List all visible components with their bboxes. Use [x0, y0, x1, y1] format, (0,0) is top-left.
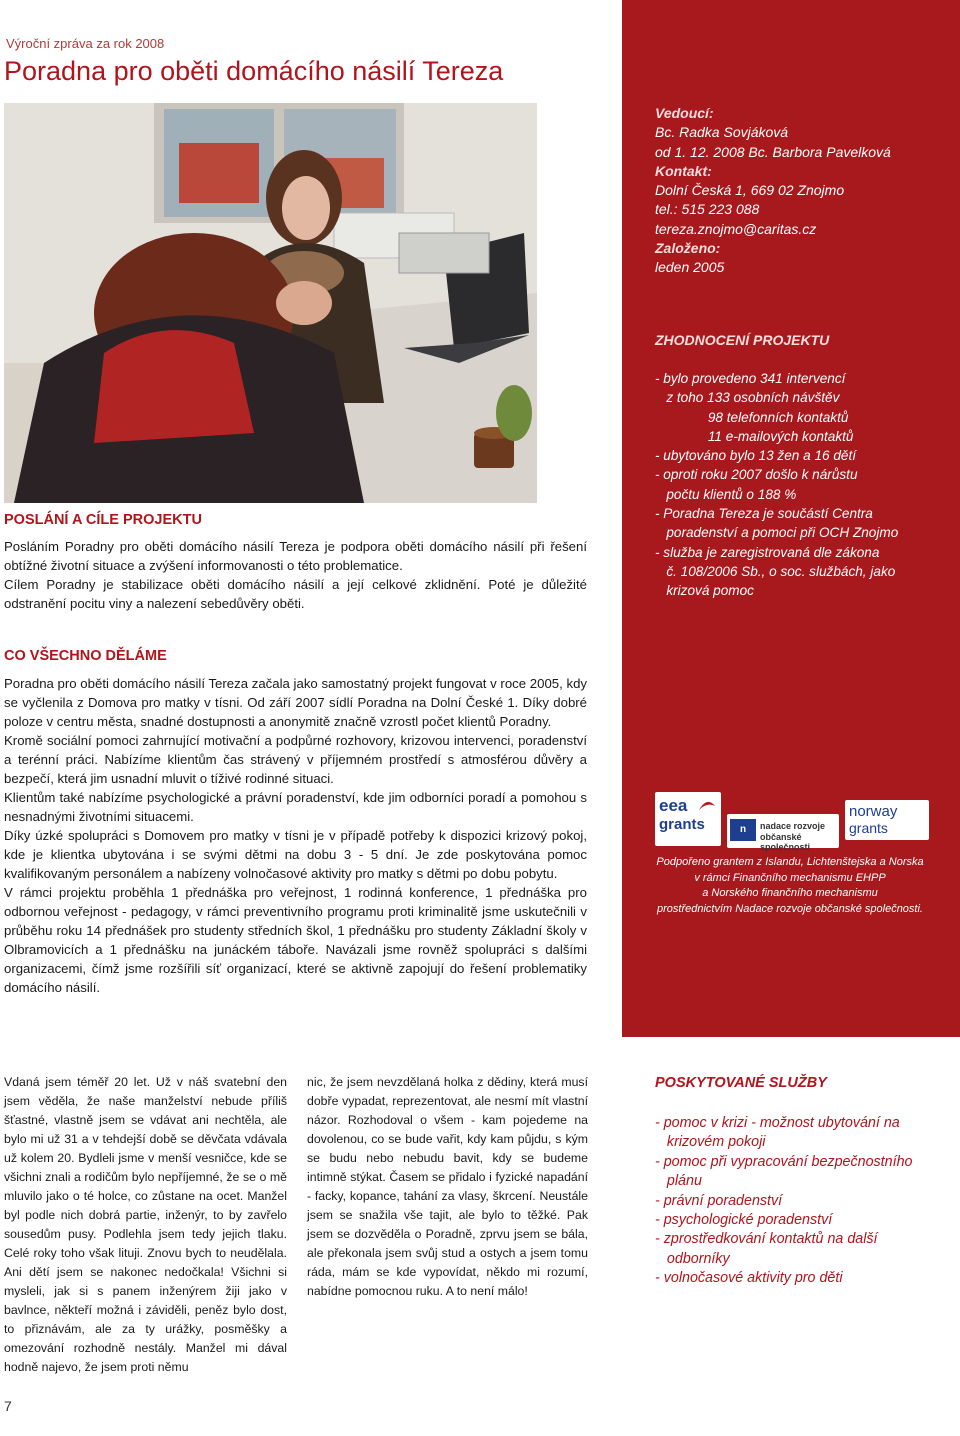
- sponsor-logos: [655, 792, 935, 852]
- office-photo-icon: [4, 103, 537, 503]
- activities-paragraph-2: Kromě sociální pomoci zahrnující motivační a podpůrné rozhovory, krizovou intervenci, poradenství a terénní práci. Nabízíme klientům čas strávený v příjemném prostředí s atmosférou důvěry a bezpečí, která jim usnadní mluvit o tíživé rodinné situaci.: [4, 733, 587, 786]
- mission-text: [4, 537, 587, 613]
- nros-logo: n nadace rozvoje občanské společnosti: [727, 814, 839, 848]
- leader-name-new: od 1. 12. 2008 Bc. Barbora Pavelková: [655, 143, 891, 160]
- evaluation-heading: ZHODNOCENÍ PROJEKTU: [655, 332, 830, 348]
- activities-paragraph-1: Poradna pro oběti domácího násilí Tereza začala jako samostatný projekt fungovat v roce 2005, kdy se vyčlenila z Domova pro matky v tísni. Od září 2007 sídlí Poradna na Dolní České 1. Díky dobré poloze v centru města, snadné dostupnosti a anonymitě značně vzrostl počet klientů Poradny.: [4, 676, 587, 729]
- evaluation-list: - bylo provedeno 341 intervencí z toho 133 osobních návštěv 98 telefonních kontaktů 11 e-mailových kontaktů - ubytováno bylo 13 žen a 16 dětí - oproti roku 2007 došlo k nárůstu počtu klientů o 188 % - Poradna Tereza je součástí Centra poradenství a pomoci při OCH Znojmo - služba je zaregistrovaná dle zákona č. 108/2006 Sb., o soc. službách, jako krizová pomoc: [655, 371, 899, 599]
- contact-phone: tel.: 515 223 088: [655, 201, 760, 218]
- founded-date: leden 2005: [655, 259, 725, 276]
- page-title: Poradna pro oběti domácího násilí Tereza: [4, 56, 504, 86]
- leader-name: Bc. Radka Sovjáková: [655, 124, 789, 141]
- eea-grants-logo: eea grants: [655, 792, 721, 846]
- leader-label: Vedoucí:: [655, 105, 714, 121]
- story-column-2: nic, že jsem nevzdělaná holka z dědiny, která musí dobře vypadat, reprezentovat, ale nesmí mít vlastní názor. Rozhodoval o všem - kam pojedeme na dovolenou, co se bude vařit, kdy kam půjdu, s kým se budu nebo nebudu bavit, kdy se budeme intimně stýkat. Časem se přidalo i fyzické napadání - facky, kopance, tahání za vlasy, škrcení. Neustále jsem se snažila vše tajit, ale bylo to těžké. Pak jsem se dozvěděla o Poradně, zprvu jsem se bála, ale překonala jsem svůj stud a ostych a jsem tomu ráda, mám se kde vypovídat, někdo mi rozumí, nabídne pomocnou ruku. A to není málo!: [307, 1075, 588, 1298]
- activities-paragraph-3: Klientům také nabízíme psychologické a právní poradenství, kde jim odborníci poradí a pomohou s nesnadnými životními situacemi.: [4, 790, 587, 824]
- mission-heading: POSLÁNÍ A CÍLE PROJEKTU: [4, 512, 202, 528]
- page-number: 7: [4, 1398, 12, 1414]
- report-supertitle: Výroční zpráva za rok 2008: [6, 36, 165, 51]
- contact-address: Dolní Česká 1, 669 02 Znojmo: [655, 182, 845, 199]
- activities-paragraph-4: Díky úzké spolupráci s Domovem pro matky v tísni je v případě potřeby k dispozici krizový pokoj, kde je klientka ubytována i se svými dětmi na dobu 3 - 5 dní. Je zde poskytována pomoc kvalifikovaným personálem a nabízeny volnočasové aktivity pro matky s dětmi po dobu pobytu.: [4, 828, 587, 881]
- mission-paragraph-1: Posláním Poradny pro oběti domácího násilí Tereza je podpora oběti domácího násilí při řešení obtížné životní situace a zvýšení informovanosti o této problematice.: [4, 539, 587, 573]
- norway-grants-logo: norway grants: [845, 800, 929, 840]
- services-heading: POSKYTOVANÉ SLUŽBY: [655, 1075, 827, 1091]
- founded-label: Založeno:: [655, 240, 721, 257]
- activities-text: [4, 674, 587, 997]
- office-photo: [4, 103, 537, 503]
- services-list: - pomoc v krizi - možnost ubytování na krizovém pokoji - pomoc při vypracování bezpečnostního plánu - právní poradenství - psychologické poradenství - zprostředkování kontaktů na další odborníky - volnočasové aktivity pro děti: [655, 1115, 913, 1287]
- story-column-1: Vdaná jsem téměř 20 let. Už v náš svatební den jsem věděla, že naše manželství nebude příliš šťastné, vlastně jsem se vdávat ani nechtěla, ale bylo mi už 31 a v tehdejší době se děvčata vdávala už kolem 20. Bydleli jsme v menší vesničce, kde se všichni znali a rodičům bylo nepříjemné, že se o mě mluvilo jako o té holce, co zůstane na ocet. Manžel byl podle nich dobrá partie, inženýr, to by zavřelo sousedům pusy. Podlehla jsem tedy jejich tlaku. Celé roky toho však lituji. Znovu bych to neudělala. Ani dětí jsem se nakonec nedočkala! Všichni si mysleli, jak si s panem inženýrem žiji jako v bavlnce, někteří možná i záviděli, peněz bylo dost, to přiznávám, ale za ty urážky, posměšky a omezování rozhodně nestály. Manžel mi dával hodně najevo, že jsem proti němu: [4, 1075, 287, 1374]
- activities-paragraph-5: V rámci projektu proběhla 1 přednáška pro veřejnost, 1 rodinná konference, 1 přednáška pro odbornou veřejnost - pedagogy, v rámci preventivního programu proti kriminalitě jsme uskutečnili v průběhu roku 14 přednášek pro studenty středních škol, 1 přednášku pro studenty Základní školy v Olbramovicích a 1 přednášku na junáckém táboře. Navázali jsme rovněž spolupráci s dalšími organizacemi, čímž jsme rozšířili síť organizací, které se aktivně zapojují do řešení problematiky domácího násilí.: [4, 885, 587, 995]
- contact-label: Kontakt:: [655, 162, 712, 179]
- contact-block: [655, 104, 945, 278]
- eea-bird-icon: [697, 796, 717, 816]
- activities-heading: CO VŠECHNO DĚLÁME: [4, 648, 167, 664]
- sponsor-text: Podpořeno grantem z Islandu, Lichtenštejska a Norska v rámci Finančního mechanismu EHPP a Norského finančního mechanismu prostřednictvím Nadace rozvoje občanské společnosti.: [656, 856, 924, 915]
- contact-email[interactable]: tereza.znojmo@caritas.cz: [655, 220, 817, 237]
- nros-mark-icon: n: [730, 819, 756, 841]
- mission-paragraph-2: Cílem Poradny je stabilizace oběti domácího násilí a její celkové zklidnění. Poté je důležité odstranění pocitu viny a nalezení sebedůvěry oběti.: [4, 577, 587, 611]
